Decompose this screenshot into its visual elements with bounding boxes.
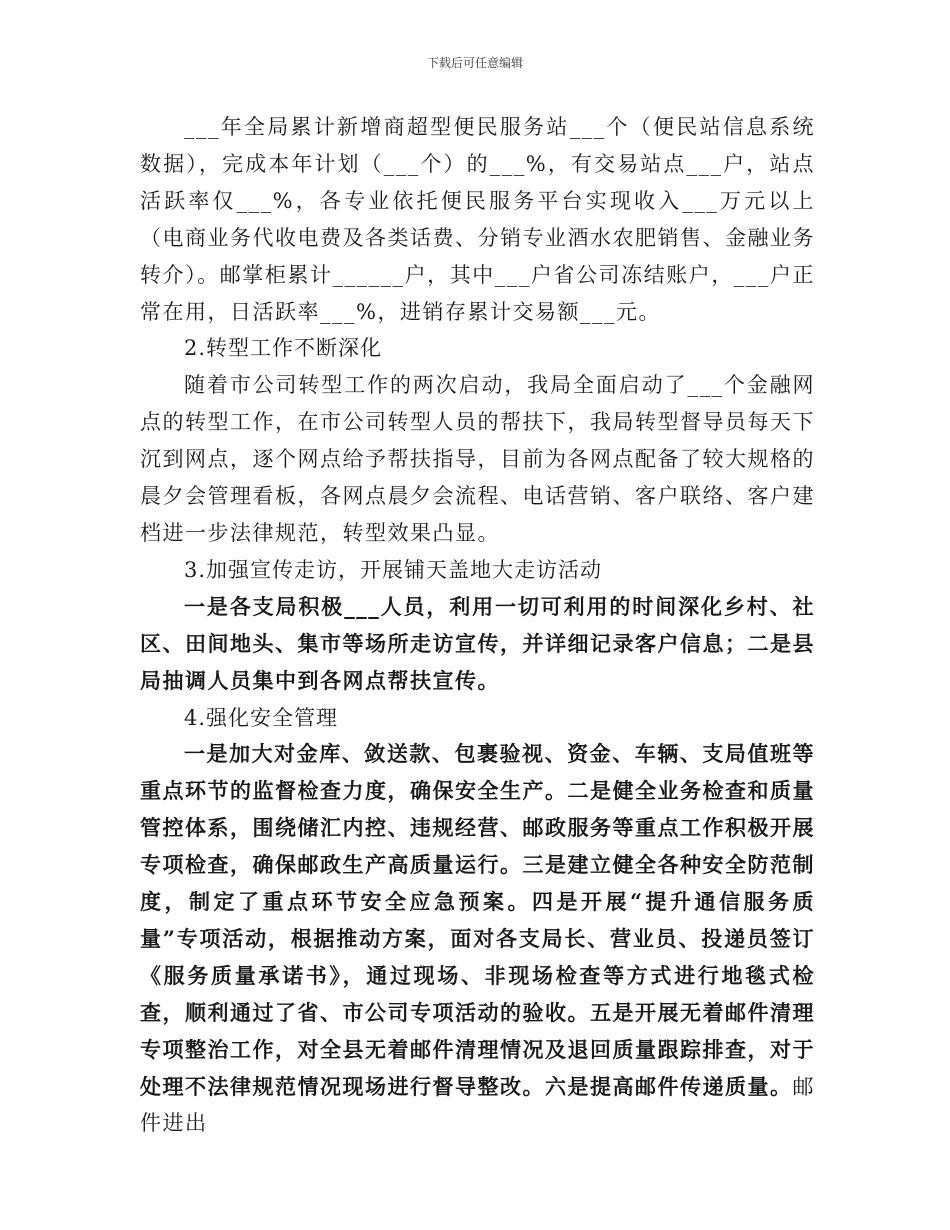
- paragraph-transformation: 随着市公司转型工作的两次启动，我局全面启动了___个金融网点的转型工作，在市公司转型人员的帮扶下，我局转型督导员每天下沉到网点，逐个网点给予帮扶指导，目前为各网点配备了较大规格的晨夕会管理看板，各网点晨夕会流程、电话营销、客户联络、客户建档进一步法律规范，转型效果凸显。: [140, 373, 815, 545]
- safety-management-trailing-text: 邮件进出: [140, 1074, 815, 1136]
- document-body: [140, 109, 815, 1142]
- paragraph-publicity-visits: 一是各支局积极___人员，利用一切可利用的时间深化乡村、社区、田间地头、集市等场所走访宣传，并详细记录客户信息；二是县局抽调人员集中到各网点帮扶宣传。: [140, 593, 815, 693]
- page-header-note: 下载后可任意编辑: [426, 56, 523, 70]
- heading-publicity-visits: 3.加强宣传走访，开展铺天盖地大走访活动: [184, 557, 603, 582]
- heading-safety-management: 4.强化安全管理: [184, 705, 339, 730]
- paragraph-service-station-stats: ___年全局累计新增商超型便民服务站___个（便民站信息系统数据），完成本年计划（___个）的___%，有交易站点___户，站点活跃率仅___%，各专业依托便民服务平台实现收入___万元以上（电商业务代收电费及各类话费、分销专业酒水农肥销售、金融业务转介）。邮掌柜累计______户，其中___户省公司冻结账户，___户正常在用，日活跃率___%，进销存累计交易额___元。: [140, 115, 815, 324]
- safety-management-bold-text: 一是加大对金库、敛送款、包裹验视、资金、车辆、支局值班等重点环节的监督检查力度，确保安全生产。二是健全业务检查和质量管控体系，围绕储汇内控、违规经营、邮政服务等重点工作积极开展专项检查，确保邮政生产高质量运行。三是建立健全各种安全防范制度，制定了重点环节安全应急预案。四是开展“提升通信服务质量”专项活动，根据推动方案，面对各支局长、营业员、投递员签订《服务质量承诺书》，通过现场、非现场检查等方式进行地毯式检查，顺利通过了省、市公司专项活动的验收。五是开展无着邮件清理专项整治工作，对全县无着邮件清理情况及退回质量跟踪排查，对于处理不法律规范情况现场进行督导整改。六是提高邮件传递质量。: [140, 741, 815, 1099]
- paragraph-safety-management: [140, 736, 815, 1142]
- heading-transformation: 2.转型工作不断深化: [184, 336, 383, 361]
